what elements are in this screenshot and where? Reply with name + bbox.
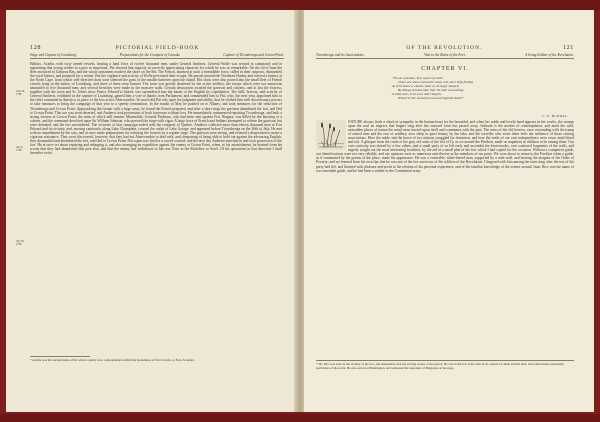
epigraph-poem [392,76,542,100]
margin-note: June 26, [16,90,25,93]
poem-line: "I'm an outcaste, lost, upon my bent; [392,76,444,80]
margin-note: 1758. [16,149,22,152]
right-subhead-item: A living Soldier of the Revolution. [525,53,574,57]
left-header-rule [30,58,284,59]
right-body-paragraph: NATURE always finds a chord of sympathy in the human heart for the beautiful, and when her noble and lovely hand appears in her works, she stamps upon the soul an impress that lingers long after the outward form has passed away. Solitude is the mother of contemplation, and amid the wild, untrodden places of nature the mind turns inward upon itself and communes with the past. The ruins of the old fortress, once resounding with the tramp of armed men and the roar of artillery, now sleep in quiet beauty by the lake, and the traveller who visits them feels the influence of those stirring associations. Here the noble and the brave of two nations struggled for dominion, and here the seeds of our own independence were sown amid blood and toil. A glimpse from the roads of the gray old ruins of the fort of Ty, as we neared the Pavilion, made us impatient as children to be among them. Our own curiosity was shared by a few others, and a small party of us left early and ascended the breastworks, over scattered fragments of the walls, and eagerly sought out the most interesting localities, by the aid of a small plan of the fort which I had copied for the occasion. Without a competent guide, our identifications were not very reliable, and our opinions were as numerous and diverse as the members of our party. We were about to return to the Pavilion when a guide, as if summoned by the genius of the place, made his appearance. He was a venerable, white-haired man, supported by a rude staff, and bearing the insignia of the Order of Poverty; and we learned from his own lips that he was one of the few survivors of the soldiers of the Revolution. I lingered with him among the ruins long after the rest of the party had left, and listened with pleasure and profit to the relation of his personal experience, and of the familiar knowledge of the scenes around. Isaac Rice was the name of our venerable guide, and he had been a soldier in the Continental army. [316,120,574,173]
right-page-number: 121 [562,44,574,51]
right-footnote: * Mr. Rice was born in the vicinity of the fort, and remembers well the stirring scenes of the period. He was in the fort at the time of its capture by Allen and his men, and relates many interesting particulars of the event. He also served at Bennington, and witnessed the surrender of Burgoyne at Saratoga. [316,362,564,370]
open-book [6,10,594,412]
book-cover-bottom [0,414,600,422]
poem-line: By things around him, that 'tis vain concealing [398,88,464,92]
poem-line: Where'er the memories ancient legends dwell." [398,96,464,100]
left-body-text: Halifax. Acadia, with forty armed vessels, bearing a land force of twelve thousand men, under General Amherst. General Wolfe was second in command; and in appointing that young soldier to a post so important, Pitt showed that sagacity in correctly appreciating character for which he was so remarkable. On the 2d of June the fleet anchored in Gabarus Bay, and the whole armament reached the shore on the 8th. The French, alarmed at such a formidable force, called in their outposts, dismantled the royal battery, and prepared for a retreat. But the vigilance and activity of Wolfe prevented their escape. He passed around the Northeast Harbor and erected a battery at the North Cape, from which well-directed shots soon silenced the guns of the smaller batteries upon the island. Hot shots were also poured into the small fleet of French vessels lying in the harbor of Louisburg, and three of them were burned. The town was greatly shattered by the active artillery, the troops which were not numerous amounted to five thousand men; and several breaches were made in the massive walls. Certain destruction awaited the garrison and citizens, and at last the fortress, together with the town and St. John's (now Prince Edward's) Island, was surrendered into the hands of the English by capitulation. The skill, bravery, and activity of General Amherst, exhibited in the capture of Louisburg, gained him a vote of thanks from Parliament, and commended him to Pitt, who, the next year, appointed him to the chief command in America, in place of the less active Abercrombie. So much did Pitt rely upon his judgment and ability, that he clothed him with discretionary powers to take measures to bring the campaign of that year to a speedy termination. In the month of May he pushed on to Albany, and took measures for the reduction of Ticonderoga and Crown Point. Approaching the former with a large army, he found the French prepared, and after a short siege the garrison abandoned the fort, and fled to Crown Point. That too was soon deserted, and Amherst took possession of both fortresses without loss. He immediately commenced repairing Ticonderoga, and built a strong fortress at Crown Point, the ruins of which still remain. Meanwhile, General Prideaux, who had been sent against Fort Niagara, was killed by the bursting of a cohorn, and the command devolved upon Sir William Johnson, who pressed the siege with vigor. A large force of French and Indians attempted to relieve the garrison, but were defeated, and the fort surrendered. The victories of that campaign ended with the conquest of Quebec. Amherst collected more than eleven thousand men at Fort Edward and its vicinity, and, moving cautiously along Lake Champlain, crossed the outlet of Lake George, and appeared before Ticonderoga on the 26th of July. He met with no impediment by the way, and at once made preparations for reducing the fortress by a regular siege. The garrison were strong, and evinced a disposition to make a vigorous resistance. They soon discovered, however, that they had not Abercrombie to deal with, and, despairing of being able to hold out against the advancing English, they dismantled and abandoned the fort, and fled to Crown Point. Not a gun was fired or a sword crossed; and the next day Amherst marched in and took possession of the fort. He at once set about repairing and enlarging it, and also arranging an expedition against the enemy at Crown Point, when, to his astonishment, he learned from his scouts that they had abandoned that post also, and that the enemy had withdrawn to Isle aux Noix in the Richelieu or Sorel. Of his operations in that direction I shall hereafter write. [30,62,282,156]
book-cover-top [0,0,600,10]
right-subhead [316,53,574,57]
margin-note: 1759. [16,243,22,246]
poem-attribution: C. F. Hoffman. [542,114,568,118]
right-body-text [316,120,574,354]
left-page [6,10,296,412]
right-footnote-rule [316,360,574,361]
right-subhead-item: Ticonderoga and its Associations. [316,53,365,57]
right-page-header [316,44,574,51]
margin-note: July 26, [16,240,25,243]
right-page [304,10,594,412]
poem-line: A little awe, in its own still chagrin, [392,92,443,96]
right-running-head: OF THE REVOLUTION. [406,45,483,51]
left-footnote-rule [30,356,90,357]
left-page-header [30,44,284,51]
reed-illustration [316,120,348,150]
chapter-heading: CHAPTER VI. [421,66,469,72]
left-page-number: 128 [30,44,42,51]
left-footnote: * Acadia was the ancient name of the whole country now comprehended within the boundaries of Nova Scotia, or New Scotland. [30,358,195,362]
poem-line: As if he knew a classic stain so strongly steeped [392,84,459,88]
left-running-head: PICTORIAL FIELD-BOOK [115,45,200,51]
margin-note: 1758. [16,93,22,96]
poem-line: There are some memories when one can't help feeling [398,80,474,84]
left-subhead-item: Siege and Capture of Louisburg. [30,53,77,57]
left-subhead-item: Preparations for the Conquest of Canada. [119,53,181,57]
left-subhead [30,53,284,57]
reed-illustration-icon [316,120,346,150]
left-subhead-item: Capture of Ticonderoga and Crown Point. [223,53,284,57]
right-header-rule [316,58,574,59]
right-subhead-item: Visit to the Ruins of the Fort. [424,53,466,57]
margin-note: July 8, [16,146,23,149]
